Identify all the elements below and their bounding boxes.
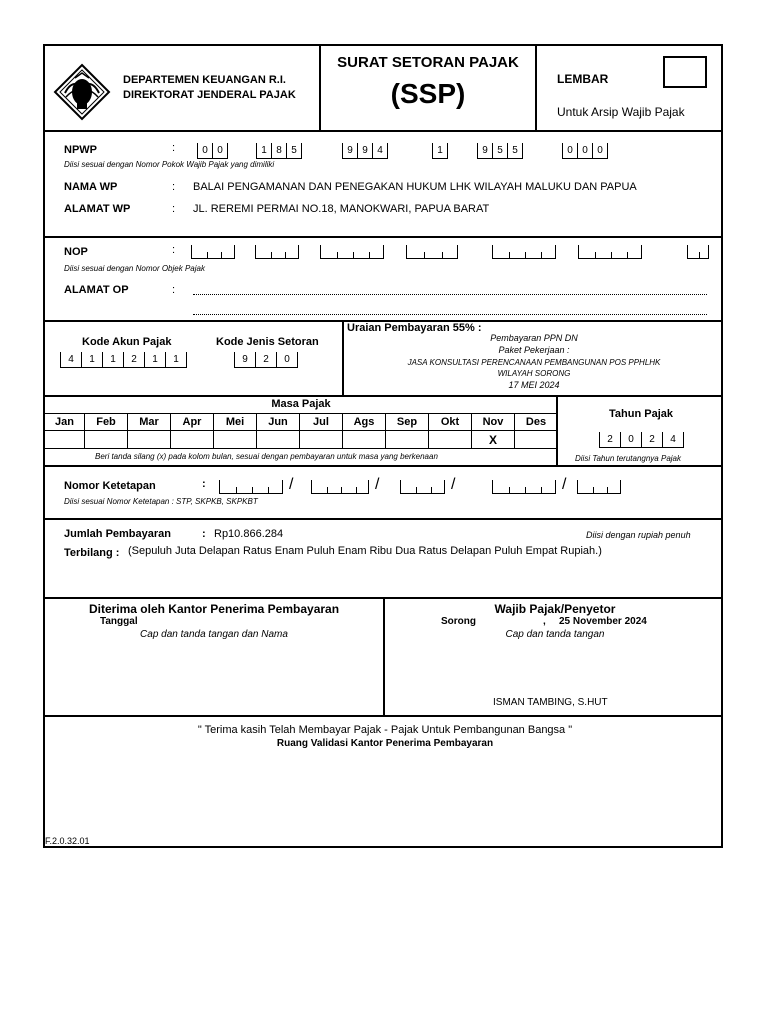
- npwp-digit[interactable]: 9: [357, 143, 372, 159]
- month-ags-header: Ags: [343, 413, 386, 431]
- kode-akun-digit[interactable]: 4: [60, 352, 81, 368]
- terbilang-label: Terbilang :: [64, 547, 120, 559]
- masa-pajak-title: Masa Pajak: [271, 398, 331, 410]
- month-des-header: Des: [515, 413, 558, 431]
- ministry-logo-icon: [53, 63, 111, 121]
- nop-divider: [337, 252, 338, 258]
- tahun-pajak-label: Tahun Pajak: [609, 408, 673, 420]
- alamat-wp-value[interactable]: JL. REREMI PERMAI NO.18, MANOKWARI, PAPUA BARAT: [193, 203, 490, 215]
- ketetapan-divider: [607, 487, 608, 493]
- npwp-digit[interactable]: 4: [372, 143, 387, 159]
- nop-group[interactable]: [320, 245, 384, 259]
- month-apr-mark[interactable]: [171, 431, 214, 449]
- ketetapan-slash: /: [375, 476, 380, 493]
- ssp-form: [43, 44, 723, 848]
- npwp-group[interactable]: [256, 143, 302, 159]
- npwp-digit[interactable]: 1: [432, 143, 447, 159]
- ketetapan-divider: [593, 487, 594, 493]
- month-mei-header: Mei: [214, 413, 257, 431]
- alamat-op-line-2[interactable]: [193, 314, 707, 315]
- ketetapan-divider: [525, 487, 526, 493]
- npwp-digit[interactable]: 0: [212, 143, 227, 159]
- npwp-digit[interactable]: 1: [256, 143, 271, 159]
- ketetapan-slash: /: [451, 476, 456, 493]
- nop-group[interactable]: [406, 245, 458, 259]
- npwp-digit[interactable]: 5: [286, 143, 301, 159]
- ketetapan-divider: [541, 487, 542, 493]
- nop-divider: [353, 252, 354, 258]
- npwp-digit[interactable]: 0: [577, 143, 592, 159]
- nama-wp-label: NAMA WP: [64, 181, 118, 193]
- npwp-label: NPWP: [64, 144, 97, 156]
- form-abbr: (SSP): [390, 78, 466, 109]
- month-apr-header: Apr: [171, 413, 214, 431]
- kode-jenis-digit[interactable]: 9: [234, 352, 255, 368]
- form-title: SURAT SETORAN PAJAK: [337, 54, 519, 71]
- uraian-line-1: Pembayaran PPN DN: [490, 333, 578, 343]
- month-mar-header: Mar: [128, 413, 171, 431]
- nop-divider: [627, 252, 628, 258]
- nop-divider: [442, 252, 443, 258]
- masa-note: Beri tanda silang (x) pada kolom bulan, sesuai dengan pembayaran untuk masa yang berkenaan: [95, 452, 438, 461]
- uraian-label: Uraian Pembayaran 55% :: [347, 322, 482, 334]
- npwp-note: Diisi sesuai dengan Nomor Pokok Wajib Pajak yang dimiliki: [64, 160, 275, 169]
- ketetapan-divider: [236, 487, 237, 493]
- npwp-group[interactable]: [197, 143, 228, 159]
- nop-divider: [595, 252, 596, 258]
- lembar-box[interactable]: [663, 56, 707, 88]
- alamat-wp-colon: :: [172, 203, 176, 215]
- kode-akun-digit[interactable]: 1: [102, 352, 123, 368]
- uraian-line-2: Paket Pekerjaan :: [498, 345, 570, 355]
- penyetor-place: Sorong: [441, 616, 476, 627]
- lembar-label: LEMBAR: [557, 72, 609, 86]
- ketetapan-group[interactable]: [400, 480, 445, 494]
- dept-line-1: DEPARTEMEN KEUANGAN R.I.: [123, 74, 286, 86]
- month-feb-mark[interactable]: [85, 431, 128, 449]
- penyetor-comma: ,: [543, 616, 546, 627]
- tahun-digit[interactable]: 0: [620, 432, 641, 448]
- kode-akun-group[interactable]: [60, 352, 187, 368]
- npwp-colon: :: [172, 142, 176, 154]
- kode-jenis-digit[interactable]: 0: [276, 352, 297, 368]
- nama-wp-colon: :: [172, 181, 176, 193]
- npwp-digit[interactable]: 5: [507, 143, 522, 159]
- month-nov-header: Nov: [472, 413, 515, 431]
- uraian-line-3: JASA KONSULTASI PERENCANAAN PEMBANGUNAN POS PPHLHK: [407, 358, 661, 367]
- ketetapan-slash: /: [562, 476, 567, 493]
- month-jan-header: Jan: [45, 413, 85, 431]
- tahun-digit[interactable]: 2: [599, 432, 620, 448]
- month-jul-mark[interactable]: [300, 431, 343, 449]
- ketetapan-divider: [356, 487, 357, 493]
- tahun-note: Diisi Tahun terutangnya Pajak: [575, 454, 681, 463]
- ketetapan-group[interactable]: [492, 480, 556, 494]
- kode-jenis-field[interactable]: [234, 352, 304, 372]
- ketetapan-divider: [509, 487, 510, 493]
- ketetapan-group[interactable]: [577, 480, 621, 494]
- month-jan-mark[interactable]: [45, 431, 85, 449]
- nop-divider: [207, 252, 208, 258]
- ketetapan-divider: [268, 487, 269, 493]
- ketetapan-group[interactable]: [219, 480, 283, 494]
- npwp-digit[interactable]: 9: [342, 143, 357, 159]
- month-des-mark[interactable]: [515, 431, 558, 449]
- tanggal-label: Tanggal: [100, 616, 138, 627]
- jumlah-value[interactable]: Rp10.866.284: [214, 528, 284, 540]
- ketetapan-divider: [252, 487, 253, 493]
- ketetapan-divider: [341, 487, 342, 493]
- kode-akun-label: Kode Akun Pajak: [82, 336, 172, 348]
- ketetapan-slash: /: [289, 476, 294, 493]
- penerima-cap-note: Cap dan tanda tangan dan Nama: [140, 629, 288, 640]
- ketetapan-divider: [431, 487, 432, 493]
- nop-divider: [369, 252, 370, 258]
- jumlah-label: Jumlah Pembayaran: [64, 528, 171, 540]
- alamat-op-line-1[interactable]: [193, 294, 707, 295]
- nop-divider: [509, 252, 510, 258]
- npwp-group[interactable]: [342, 143, 388, 159]
- month-okt-mark[interactable]: [429, 431, 472, 449]
- month-jun-header: Jun: [257, 413, 300, 431]
- alamat-op-colon: :: [172, 284, 176, 296]
- nop-divider: [424, 252, 425, 258]
- kode-akun-digit[interactable]: 1: [81, 352, 102, 368]
- month-jun-mark[interactable]: [257, 431, 300, 449]
- kode-akun-digit[interactable]: 1: [144, 352, 165, 368]
- nop-group[interactable]: [255, 245, 299, 259]
- ketetapan-divider: [327, 487, 328, 493]
- tahun-digit[interactable]: 4: [662, 432, 683, 448]
- form-code: F.2.0.32.01: [45, 836, 90, 846]
- month-okt-header: Okt: [429, 413, 472, 431]
- npwp-digit[interactable]: 8: [271, 143, 286, 159]
- alamat-wp-label: ALAMAT WP: [64, 203, 131, 215]
- ketetapan-divider: [416, 487, 417, 493]
- validasi-label: Ruang Validasi Kantor Penerima Pembayaran: [276, 738, 494, 749]
- npwp-digit[interactable]: 0: [592, 143, 607, 159]
- npwp-digit[interactable]: 0: [562, 143, 577, 159]
- jumlah-note: Diisi dengan rupiah penuh: [586, 530, 691, 540]
- month-sep-header: Sep: [386, 413, 429, 431]
- npwp-group[interactable]: [432, 143, 448, 159]
- ketetapan-field[interactable]: [45, 478, 725, 496]
- penyetor-date[interactable]: 25 November 2024: [559, 616, 647, 627]
- ketetapan-note: Diisi sesuai Nomor Ketetapan : STP, SKPKB, SKPKBT: [64, 497, 258, 506]
- footer-quote: " Terima kasih Telah Membayar Pajak - Pajak Untuk Pembangunan Bangsa ": [197, 724, 573, 736]
- validasi-area: [47, 752, 723, 832]
- kode-jenis-digit[interactable]: 2: [255, 352, 276, 368]
- lembar-desc: Untuk Arsip Wajib Pajak: [557, 105, 685, 119]
- penerima-signature-area[interactable]: [47, 644, 381, 712]
- tahun-digit[interactable]: 2: [641, 432, 662, 448]
- kode-akun-digit[interactable]: 1: [165, 352, 186, 368]
- penerima-title: Diterima oleh Kantor Penerima Pembayaran: [88, 602, 340, 616]
- tahun-pajak-field[interactable]: [599, 432, 689, 452]
- month-feb-header: Feb: [85, 413, 128, 431]
- penyetor-title: Wajib Pajak/Penyetor: [494, 602, 616, 616]
- npwp-group[interactable]: [477, 143, 523, 159]
- terbilang-value[interactable]: (Sepuluh Juta Delapan Ratus Enam Puluh Enam Ribu Dua Ratus Delapan Puluh Empat Rupiah.): [128, 545, 602, 557]
- penyetor-name[interactable]: ISMAN TAMBING, S.HUT: [493, 697, 608, 708]
- nop-group[interactable]: [687, 245, 709, 259]
- kode-akun-digit[interactable]: 2: [123, 352, 144, 368]
- penyetor-cap-note: Cap dan tanda tangan: [505, 629, 605, 640]
- nop-group[interactable]: [191, 245, 235, 259]
- nop-divider: [611, 252, 612, 258]
- month-sep-mark[interactable]: [386, 431, 429, 449]
- nop-divider: [541, 252, 542, 258]
- month-mar-mark[interactable]: [128, 431, 171, 449]
- npwp-group[interactable]: [562, 143, 608, 159]
- jumlah-colon: :: [202, 528, 206, 540]
- nop-divider: [285, 252, 286, 258]
- nop-divider: [525, 252, 526, 258]
- nop-colon: :: [172, 244, 176, 256]
- kode-akun-field[interactable]: [60, 352, 190, 372]
- npwp-digit[interactable]: 5: [492, 143, 507, 159]
- nop-divider: [221, 252, 222, 258]
- alamat-op-label: ALAMAT OP: [64, 284, 129, 296]
- uraian-line-4: WILAYAH SORONG: [497, 369, 571, 378]
- npwp-digit[interactable]: 0: [197, 143, 212, 159]
- nop-field[interactable]: [45, 245, 725, 261]
- nop-note: Diisi sesuai dengan Nomor Objek Pajak: [64, 264, 205, 273]
- ketetapan-group[interactable]: [311, 480, 369, 494]
- nop-group[interactable]: [578, 245, 642, 259]
- month-ags-mark[interactable]: [343, 431, 386, 449]
- garuda-emblem: [53, 63, 111, 121]
- kode-jenis-group[interactable]: [234, 352, 298, 368]
- nop-group[interactable]: [492, 245, 556, 259]
- npwp-digit[interactable]: 9: [477, 143, 492, 159]
- nop-label: NOP: [64, 246, 88, 258]
- ketetapan-colon: :: [202, 478, 206, 490]
- nama-wp-value[interactable]: BALAI PENGAMANAN DAN PENEGAKAN HUKUM LHK WILAYAH MALUKU DAN PAPUA: [193, 181, 637, 193]
- month-nov-mark[interactable]: X: [472, 431, 515, 449]
- npwp-field[interactable]: [45, 143, 725, 159]
- month-mei-mark[interactable]: [214, 431, 257, 449]
- kode-jenis-label: Kode Jenis Setoran: [216, 336, 319, 348]
- masa-pajak-grid: [45, 413, 557, 451]
- nop-divider: [271, 252, 272, 258]
- dept-line-2: DIREKTORAT JENDERAL PAJAK: [123, 89, 296, 101]
- nop-divider: [699, 252, 700, 258]
- tahun-group[interactable]: [599, 432, 684, 448]
- ketetapan-label: Nomor Ketetapan: [64, 480, 156, 492]
- uraian-line-5: 17 MEI 2024: [508, 380, 560, 390]
- month-jul-header: Jul: [300, 413, 343, 431]
